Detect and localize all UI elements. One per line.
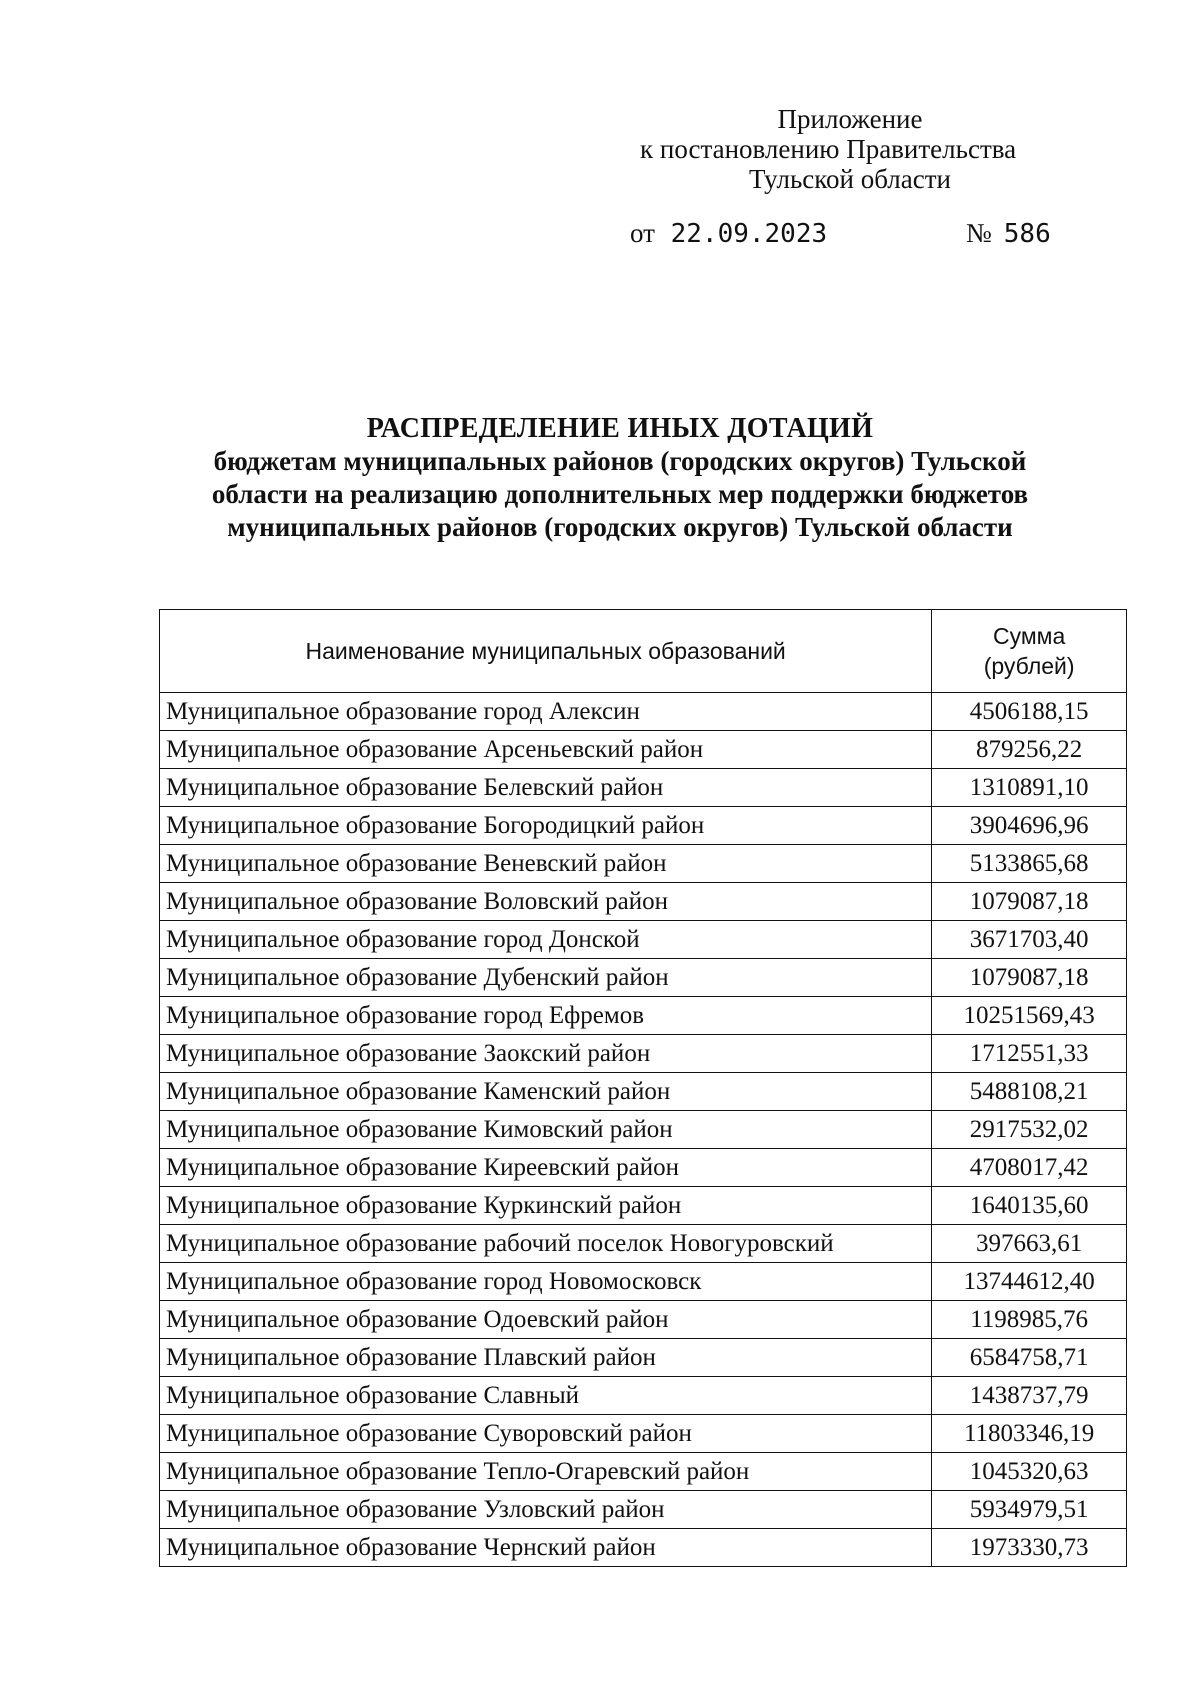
row-name-cell: Муниципальное образование Воловский район bbox=[160, 883, 932, 921]
document-date bbox=[630, 218, 827, 249]
row-sum-cell: 1712551,33 bbox=[932, 1035, 1127, 1073]
sum-header-line-1: Сумма bbox=[993, 623, 1066, 649]
row-sum-cell: 4506188,15 bbox=[932, 693, 1127, 731]
document-number bbox=[966, 218, 1051, 249]
table-row bbox=[160, 1073, 1127, 1111]
table-row bbox=[160, 1415, 1127, 1453]
table-row bbox=[160, 921, 1127, 959]
row-name-cell: Муниципальное образование Суворовский район bbox=[160, 1415, 932, 1453]
row-sum-cell: 4708017,42 bbox=[932, 1149, 1127, 1187]
row-sum-cell: 2917532,02 bbox=[932, 1111, 1127, 1149]
row-sum-cell: 3671703,40 bbox=[932, 921, 1127, 959]
table-row bbox=[160, 883, 1127, 921]
row-sum-cell: 1045320,63 bbox=[932, 1453, 1127, 1491]
row-name-cell: Муниципальное образование город Алексин bbox=[160, 693, 932, 731]
row-sum-cell: 3904696,96 bbox=[932, 807, 1127, 845]
row-sum-cell: 10251569,43 bbox=[932, 997, 1127, 1035]
appendix-block bbox=[640, 104, 1060, 194]
table-row bbox=[160, 1377, 1127, 1415]
table-row bbox=[160, 845, 1127, 883]
document-title bbox=[140, 412, 1100, 544]
row-sum-cell: 1310891,10 bbox=[932, 769, 1127, 807]
column-header-name: Наименование муниципальных образований bbox=[160, 610, 932, 693]
row-name-cell: Муниципальное образование Дубенский район bbox=[160, 959, 932, 997]
appendix-line-1: Приложение bbox=[777, 104, 923, 134]
row-name-cell: Муниципальное образование Узловский район bbox=[160, 1491, 932, 1529]
number-label: № bbox=[966, 218, 992, 248]
row-sum-cell: 13744612,40 bbox=[932, 1263, 1127, 1301]
row-name-cell: Муниципальное образование Киреевский район bbox=[160, 1149, 932, 1187]
table-row bbox=[160, 1339, 1127, 1377]
row-name-cell: Муниципальное образование Белевский район bbox=[160, 769, 932, 807]
table-row bbox=[160, 1301, 1127, 1339]
table-header-row bbox=[160, 610, 1127, 693]
row-name-cell: Муниципальное образование Одоевский район bbox=[160, 1301, 932, 1339]
row-name-cell: Муниципальное образование Славный bbox=[160, 1377, 932, 1415]
appendix-line-3: Тульской области bbox=[749, 164, 951, 194]
row-sum-cell: 1640135,60 bbox=[932, 1187, 1127, 1225]
table-row bbox=[160, 693, 1127, 731]
row-sum-cell: 1198985,76 bbox=[932, 1301, 1127, 1339]
table-row bbox=[160, 1225, 1127, 1263]
table-row bbox=[160, 807, 1127, 845]
row-name-cell: Муниципальное образование Арсеньевский район bbox=[160, 731, 932, 769]
table-row bbox=[160, 769, 1127, 807]
table-row bbox=[160, 1453, 1127, 1491]
table-row bbox=[160, 997, 1127, 1035]
row-name-cell: Муниципальное образование Тепло-Огаревский район bbox=[160, 1453, 932, 1491]
row-name-cell: Муниципальное образование Чернский район bbox=[160, 1529, 932, 1567]
table-row bbox=[160, 1187, 1127, 1225]
row-sum-cell: 1438737,79 bbox=[932, 1377, 1127, 1415]
row-sum-cell: 397663,61 bbox=[932, 1225, 1127, 1263]
table-row bbox=[160, 1149, 1127, 1187]
row-sum-cell: 1079087,18 bbox=[932, 959, 1127, 997]
appendix-line-2: к постановлению Правительства bbox=[640, 134, 1017, 164]
row-name-cell: Муниципальное образование Кимовский район bbox=[160, 1111, 932, 1149]
date-value: 22.09.2023 bbox=[670, 219, 828, 249]
table-row bbox=[160, 959, 1127, 997]
row-name-cell: Муниципальное образование город Донской bbox=[160, 921, 932, 959]
row-name-cell: Муниципальное образование город Новомосковск bbox=[160, 1263, 932, 1301]
date-label: от bbox=[630, 218, 655, 248]
row-name-cell: Муниципальное образование Плавский район bbox=[160, 1339, 932, 1377]
row-sum-cell: 1079087,18 bbox=[932, 883, 1127, 921]
sum-header-line-2: (рублей) bbox=[983, 653, 1075, 679]
row-name-cell: Муниципальное образование Каменский район bbox=[160, 1073, 932, 1111]
title-line-4: муниципальных районов (городских округов) Тульской области bbox=[227, 512, 1013, 542]
table-row bbox=[160, 1529, 1127, 1567]
table-row bbox=[160, 1491, 1127, 1529]
row-name-cell: Муниципальное образование Куркинский район bbox=[160, 1187, 932, 1225]
row-name-cell: Муниципальное образование рабочий поселок Новогуровский bbox=[160, 1225, 932, 1263]
table-row bbox=[160, 1035, 1127, 1073]
row-name-cell: Муниципальное образование Заокский район bbox=[160, 1035, 932, 1073]
row-sum-cell: 879256,22 bbox=[932, 731, 1127, 769]
row-sum-cell: 5488108,21 bbox=[932, 1073, 1127, 1111]
row-sum-cell: 5934979,51 bbox=[932, 1491, 1127, 1529]
row-sum-cell: 6584758,71 bbox=[932, 1339, 1127, 1377]
distribution-table bbox=[159, 609, 1127, 1567]
title-line-3: области на реализацию дополнительных мер поддержки бюджетов bbox=[211, 479, 1029, 509]
table-row bbox=[160, 1263, 1127, 1301]
table-row bbox=[160, 731, 1127, 769]
row-name-cell: Муниципальное образование Богородицкий район bbox=[160, 807, 932, 845]
row-name-cell: Муниципальное образование Веневский район bbox=[160, 845, 932, 883]
row-sum-cell: 11803346,19 bbox=[932, 1415, 1127, 1453]
table-row bbox=[160, 1111, 1127, 1149]
title-line-2: бюджетам муниципальных районов (городских округов) Тульской bbox=[213, 446, 1027, 476]
row-name-cell: Муниципальное образование город Ефремов bbox=[160, 997, 932, 1035]
row-sum-cell: 5133865,68 bbox=[932, 845, 1127, 883]
row-sum-cell: 1973330,73 bbox=[932, 1529, 1127, 1567]
title-line-1: РАСПРЕДЕЛЕНИЕ ИНЫХ ДОТАЦИЙ bbox=[366, 413, 874, 444]
column-header-sum bbox=[932, 610, 1127, 693]
number-value: 586 bbox=[1003, 219, 1051, 249]
